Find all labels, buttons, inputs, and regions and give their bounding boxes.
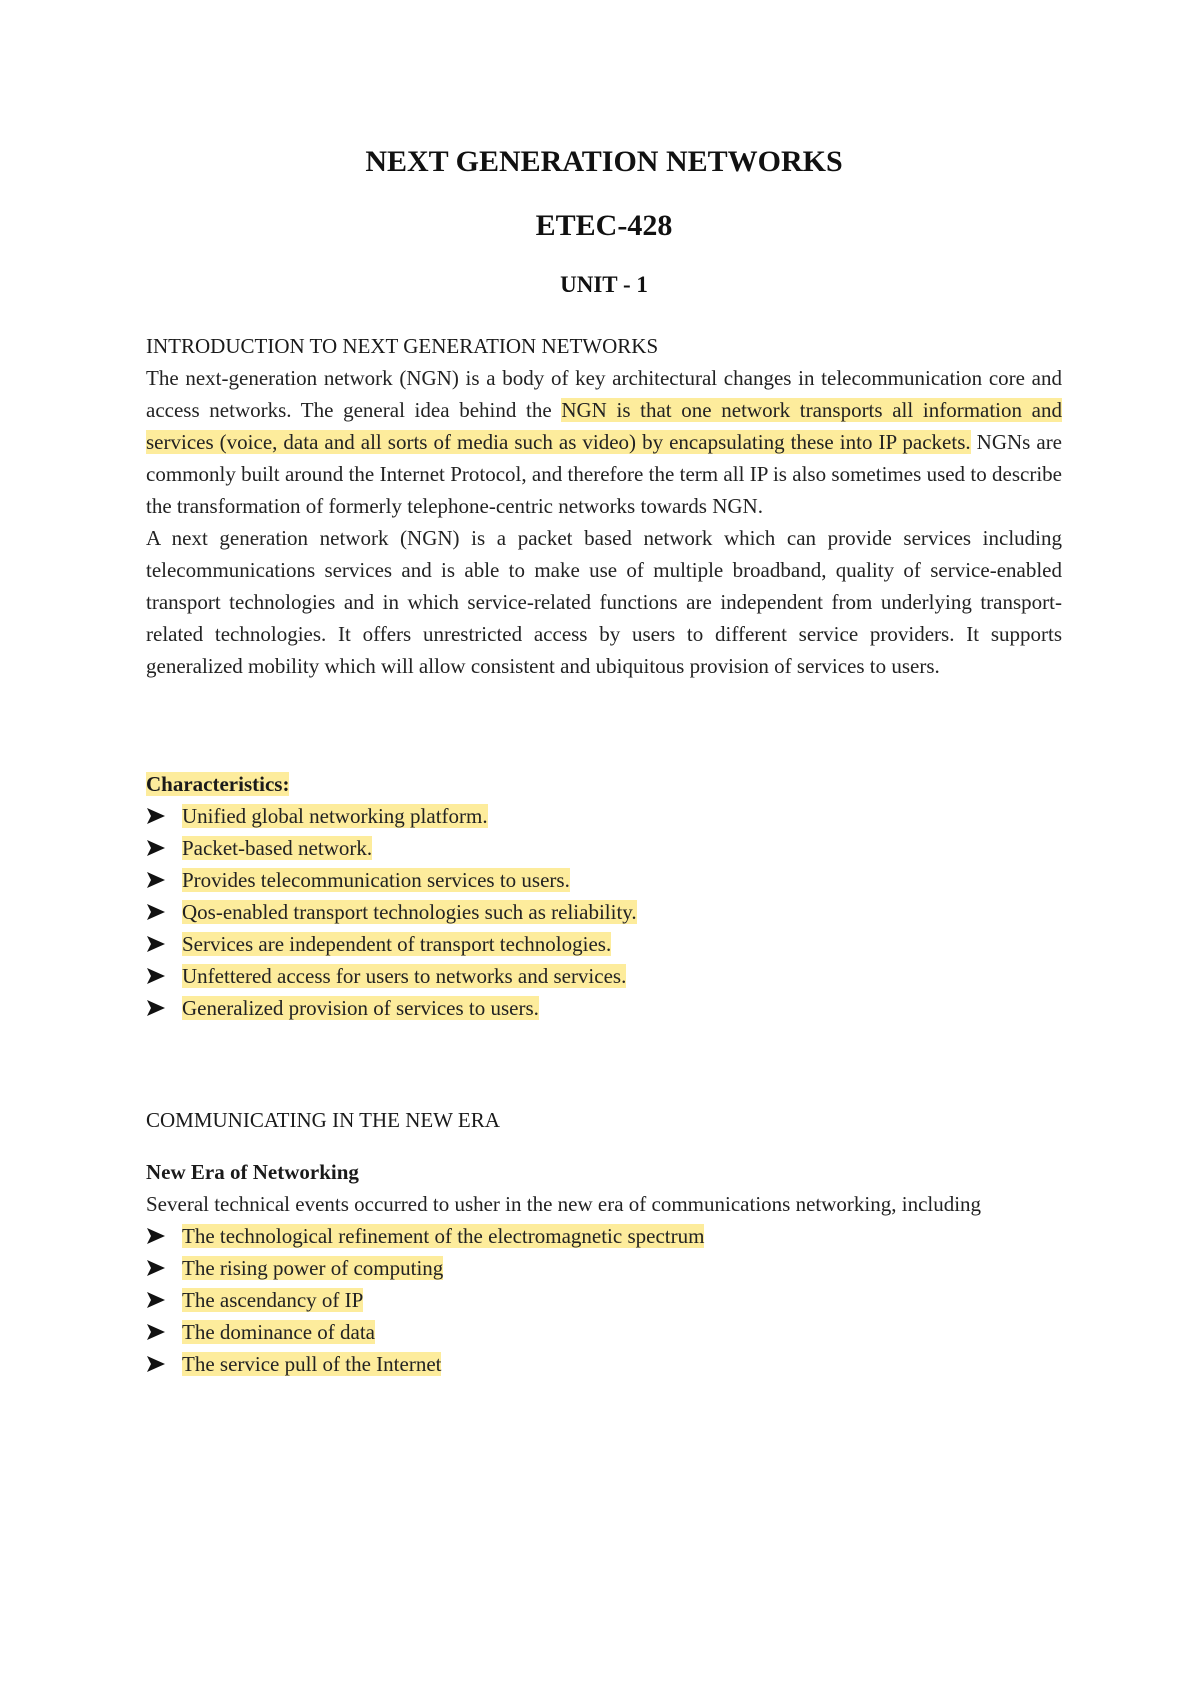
arrowhead-bullet-icon bbox=[146, 1292, 166, 1308]
list-item bbox=[146, 928, 1062, 960]
list-item-text: Unfettered access for users to networks and services. bbox=[182, 964, 627, 988]
arrowhead-bullet-icon bbox=[146, 1228, 166, 1244]
page-content bbox=[146, 140, 1062, 1380]
intro-paragraph-1-highlight: NGN is that one network transports all information and services (voice, data and all sorts of media such as video) by encapsulating these into IP packets. bbox=[146, 398, 1062, 454]
arrowhead-bullet-icon bbox=[146, 872, 166, 888]
document-title: NEXT GENERATION NETWORKS bbox=[365, 145, 843, 178]
characteristics-heading bbox=[146, 768, 1062, 800]
characteristics-heading-text: Characteristics: bbox=[146, 772, 290, 796]
arrowhead-bullet-icon bbox=[146, 968, 166, 984]
list-item-text: Services are independent of transport technologies. bbox=[182, 932, 612, 956]
list-item bbox=[146, 1284, 1062, 1316]
intro-paragraph-1-part-2: NGNs are commonly built around the Internet Protocol, and therefore the term all IP is also sometimes used to describe the transformation of formerly telephone-centric networks towards NGN. bbox=[146, 430, 1063, 518]
arrowhead-bullet-icon bbox=[146, 1324, 166, 1340]
list-item-text: Packet-based network. bbox=[182, 836, 373, 860]
list-item bbox=[146, 800, 1062, 832]
list-item bbox=[146, 864, 1062, 896]
list-item-text: The ascendancy of IP bbox=[182, 1288, 364, 1312]
intro-paragraph-1-part-1: The next-generation network (NGN) is a body of key architectural changes in telecommunication core and access networks. The general idea behind the bbox=[146, 366, 1062, 422]
list-item-text: The technological refinement of the electromagnetic spectrum bbox=[182, 1224, 705, 1248]
new-era-subheading: New Era of Networking bbox=[146, 1160, 359, 1184]
list-item bbox=[146, 992, 1062, 1024]
unit-heading: UNIT - 1 bbox=[560, 272, 648, 297]
list-item bbox=[146, 896, 1062, 928]
intro-paragraph-2: A next generation network (NGN) is a packet based network which can provide services including telecommunications services and is able to make use of multiple broadband, quality of service-enabled transport technologies and in which service-related functions are independent from underlying transport-related technologies. It offers unrestricted access by users to different service providers. It supports generalized mobility which will allow consistent and ubiquitous provision of services to users. bbox=[146, 526, 1062, 678]
intro-paragraph-1 bbox=[146, 362, 1062, 522]
list-item-text: Provides telecommunication services to users. bbox=[182, 868, 570, 892]
list-item-text: The dominance of data bbox=[182, 1320, 375, 1344]
intro-section-heading: INTRODUCTION TO NEXT GENERATION NETWORKS bbox=[146, 334, 659, 358]
list-item-text: The service pull of the Internet bbox=[182, 1352, 442, 1376]
list-item bbox=[146, 1220, 1062, 1252]
characteristics-list bbox=[146, 800, 1062, 1024]
arrowhead-bullet-icon bbox=[146, 1260, 166, 1276]
list-item-text: Qos-enabled transport technologies such as reliability. bbox=[182, 900, 637, 924]
list-item-text: The rising power of computing bbox=[182, 1256, 444, 1280]
list-item-text: Unified global networking platform. bbox=[182, 804, 488, 828]
list-item bbox=[146, 1252, 1062, 1284]
arrowhead-bullet-icon bbox=[146, 936, 166, 952]
new-era-list bbox=[146, 1220, 1062, 1380]
arrowhead-bullet-icon bbox=[146, 840, 166, 856]
arrowhead-bullet-icon bbox=[146, 808, 166, 824]
course-code: ETEC-428 bbox=[535, 209, 673, 242]
list-item bbox=[146, 1316, 1062, 1348]
list-item bbox=[146, 832, 1062, 864]
arrowhead-bullet-icon bbox=[146, 1356, 166, 1372]
new-era-intro-paragraph: Several technical events occurred to usher in the new era of communications networking, including bbox=[146, 1192, 982, 1216]
list-item bbox=[146, 960, 1062, 992]
list-item-text: Generalized provision of services to users. bbox=[182, 996, 539, 1020]
arrowhead-bullet-icon bbox=[146, 1000, 166, 1016]
list-item bbox=[146, 1348, 1062, 1380]
arrowhead-bullet-icon bbox=[146, 904, 166, 920]
communicating-section-heading: COMMUNICATING IN THE NEW ERA bbox=[146, 1108, 500, 1132]
